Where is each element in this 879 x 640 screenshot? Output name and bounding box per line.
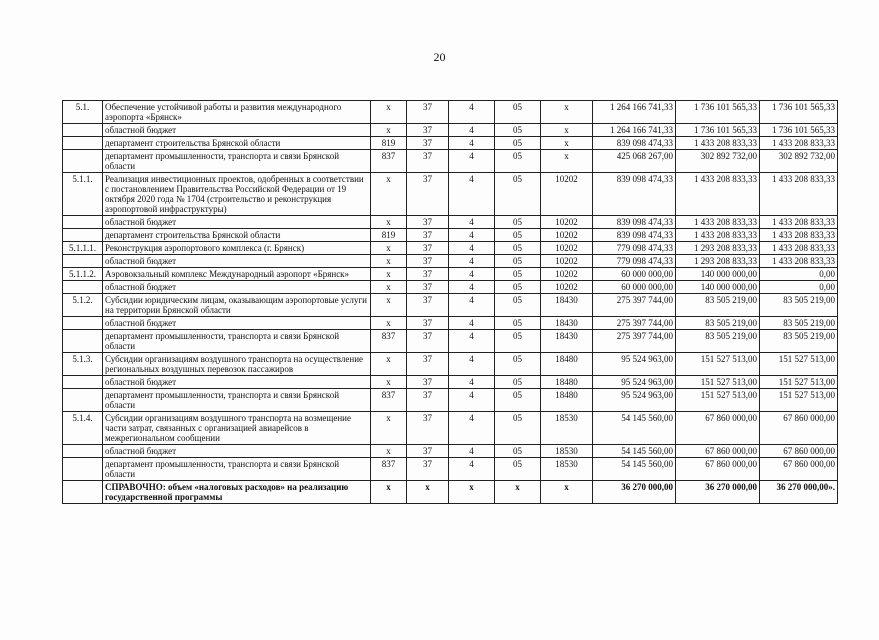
target-code-cell: 18530: [541, 412, 593, 445]
admin-code-cell: х: [371, 173, 407, 216]
target-code-cell: 10202: [541, 255, 593, 268]
amount-year1-cell: 54 145 560,00: [593, 445, 676, 458]
section-code-cell: 05: [495, 173, 541, 216]
description-cell: Обеспечение устойчивой работы и развития международного аэропорта «Брянск»: [103, 101, 371, 124]
admin-code-cell: 819: [371, 229, 407, 242]
description-cell: Субсидии юридическим лицам, оказывающим аэропортовые услуги на территории Брянской области: [103, 294, 371, 317]
budget-table-body: [63, 101, 838, 504]
subprogram-code-cell: 4: [449, 412, 495, 445]
amount-year2-cell: 1 433 208 833,33: [676, 216, 760, 229]
amount-year1-cell: 95 524 963,00: [593, 353, 676, 376]
row-number-cell: 5.1.: [63, 101, 103, 124]
target-code-cell: 10202: [541, 242, 593, 255]
section-code-cell: 05: [495, 281, 541, 294]
amount-year1-cell: 54 145 560,00: [593, 458, 676, 481]
description-cell: областной бюджет: [103, 317, 371, 330]
subprogram-code-cell: 4: [449, 317, 495, 330]
subprogram-code-cell: 4: [449, 330, 495, 353]
admin-code-cell: 837: [371, 330, 407, 353]
table-row: [63, 389, 838, 412]
amount-year1-cell: 95 524 963,00: [593, 389, 676, 412]
amount-year2-cell: 83 505 219,00: [676, 317, 760, 330]
subprogram-code-cell: 4: [449, 458, 495, 481]
section-code-cell: 05: [495, 124, 541, 137]
amount-year2-cell: 1 736 101 565,33: [676, 124, 760, 137]
amount-year2-cell: 302 892 732,00: [676, 150, 760, 173]
description-cell: Реконструкция аэропортового комплекса (г. Брянск): [103, 242, 371, 255]
admin-code-cell: х: [371, 101, 407, 124]
section-code-cell: 05: [495, 389, 541, 412]
amount-year2-cell: 83 505 219,00: [676, 330, 760, 353]
program-code-cell: 37: [407, 458, 449, 481]
target-code-cell: 18480: [541, 353, 593, 376]
row-number-cell: [63, 445, 103, 458]
section-code-cell: 05: [495, 412, 541, 445]
row-number-cell: [63, 137, 103, 150]
amount-year2-cell: 1 293 208 833,33: [676, 242, 760, 255]
program-code-cell: 37: [407, 294, 449, 317]
amount-year1-cell: 425 068 267,00: [593, 150, 676, 173]
table-row: [63, 458, 838, 481]
table-row: [63, 229, 838, 242]
program-code-cell: 37: [407, 173, 449, 216]
row-number-cell: [63, 229, 103, 242]
description-cell: департамент строительства Брянской области: [103, 137, 371, 150]
table-row: [63, 124, 838, 137]
subprogram-code-cell: 4: [449, 242, 495, 255]
description-cell: Реализация инвестиционных проектов, одобренных в соответствии с постановлением Правительства Российской Федерации от 19 октября 2020 года № 1704 (строительство и реконструкция аэропортовой инфраструктуры): [103, 173, 371, 216]
subprogram-code-cell: 4: [449, 376, 495, 389]
table-row: [63, 137, 838, 150]
target-code-cell: 10202: [541, 216, 593, 229]
amount-year3-cell: 1 433 208 833,33: [760, 173, 838, 216]
table-row: [63, 173, 838, 216]
admin-code-cell: х: [371, 242, 407, 255]
description-cell: областной бюджет: [103, 216, 371, 229]
admin-code-cell: 819: [371, 137, 407, 150]
section-code-cell: 05: [495, 353, 541, 376]
amount-year3-cell: 0,00: [760, 268, 838, 281]
amount-year2-cell: 67 860 000,00: [676, 458, 760, 481]
subprogram-code-cell: 4: [449, 229, 495, 242]
description-cell: департамент промышленности, транспорта и связи Брянской области: [103, 389, 371, 412]
amount-year2-cell: 151 527 513,00: [676, 353, 760, 376]
description-cell: областной бюджет: [103, 376, 371, 389]
subprogram-code-cell: 4: [449, 255, 495, 268]
admin-code-cell: х: [371, 445, 407, 458]
row-number-cell: [63, 330, 103, 353]
target-code-cell: х: [541, 101, 593, 124]
program-code-cell: 37: [407, 445, 449, 458]
amount-year1-cell: 275 397 744,00: [593, 317, 676, 330]
target-code-cell: 18530: [541, 445, 593, 458]
program-code-cell: 37: [407, 353, 449, 376]
admin-code-cell: х: [371, 317, 407, 330]
table-row: [63, 376, 838, 389]
description-cell: департамент промышленности, транспорта и связи Брянской области: [103, 458, 371, 481]
amount-year2-cell: 1 736 101 565,33: [676, 101, 760, 124]
amount-year3-cell: 67 860 000,00: [760, 458, 838, 481]
amount-year2-cell: 1 433 208 833,33: [676, 173, 760, 216]
amount-year3-cell: 1 433 208 833,33: [760, 229, 838, 242]
subprogram-code-cell: 4: [449, 389, 495, 412]
amount-year2-cell: 140 000 000,00: [676, 281, 760, 294]
section-code-cell: 05: [495, 242, 541, 255]
section-code-cell: 05: [495, 445, 541, 458]
amount-year3-cell: 1 433 208 833,33: [760, 255, 838, 268]
amount-year3-cell: 83 505 219,00: [760, 330, 838, 353]
section-code-cell: х: [495, 481, 541, 504]
section-code-cell: 05: [495, 458, 541, 481]
amount-year2-cell: 67 860 000,00: [676, 412, 760, 445]
row-number-cell: [63, 216, 103, 229]
target-code-cell: 10202: [541, 173, 593, 216]
admin-code-cell: х: [371, 376, 407, 389]
amount-year2-cell: 151 527 513,00: [676, 389, 760, 412]
row-number-cell: [63, 376, 103, 389]
section-code-cell: 05: [495, 229, 541, 242]
description-cell: областной бюджет: [103, 124, 371, 137]
table-row: [63, 281, 838, 294]
amount-year2-cell: 151 527 513,00: [676, 376, 760, 389]
subprogram-code-cell: 4: [449, 294, 495, 317]
row-number-cell: [63, 458, 103, 481]
table-row: [63, 412, 838, 445]
row-number-cell: [63, 281, 103, 294]
target-code-cell: 18430: [541, 330, 593, 353]
row-number-cell: [63, 389, 103, 412]
section-code-cell: 05: [495, 150, 541, 173]
target-code-cell: 18430: [541, 317, 593, 330]
target-code-cell: 10202: [541, 229, 593, 242]
admin-code-cell: х: [371, 481, 407, 504]
row-number-cell: 5.1.4.: [63, 412, 103, 445]
table-row: [63, 216, 838, 229]
description-cell: областной бюджет: [103, 445, 371, 458]
description-cell: СПРАВОЧНО: объем «налоговых расходов» на реализацию государственной программы: [103, 481, 371, 504]
row-number-cell: 5.1.1.: [63, 173, 103, 216]
budget-table: [62, 100, 838, 504]
table-row: [63, 353, 838, 376]
description-cell: департамент промышленности, транспорта и связи Брянской области: [103, 330, 371, 353]
section-code-cell: 05: [495, 216, 541, 229]
admin-code-cell: х: [371, 353, 407, 376]
target-code-cell: 18530: [541, 458, 593, 481]
amount-year2-cell: 140 000 000,00: [676, 268, 760, 281]
row-number-cell: [63, 481, 103, 504]
program-code-cell: х: [407, 481, 449, 504]
subprogram-code-cell: 4: [449, 445, 495, 458]
table-row: [63, 242, 838, 255]
amount-year2-cell: 1 293 208 833,33: [676, 255, 760, 268]
target-code-cell: х: [541, 124, 593, 137]
program-code-cell: 37: [407, 150, 449, 173]
program-code-cell: 37: [407, 268, 449, 281]
admin-code-cell: х: [371, 268, 407, 281]
amount-year1-cell: 839 098 474,33: [593, 229, 676, 242]
subprogram-code-cell: 4: [449, 150, 495, 173]
amount-year1-cell: 54 145 560,00: [593, 412, 676, 445]
amount-year2-cell: 83 505 219,00: [676, 294, 760, 317]
amount-year2-cell: 1 433 208 833,33: [676, 229, 760, 242]
amount-year3-cell: 67 860 000,00: [760, 445, 838, 458]
subprogram-code-cell: 4: [449, 173, 495, 216]
admin-code-cell: 837: [371, 150, 407, 173]
amount-year3-cell: 1 433 208 833,33: [760, 137, 838, 150]
row-number-cell: [63, 255, 103, 268]
program-code-cell: 37: [407, 242, 449, 255]
section-code-cell: 05: [495, 317, 541, 330]
table-row: [63, 330, 838, 353]
program-code-cell: 37: [407, 229, 449, 242]
row-number-cell: 5.1.1.1.: [63, 242, 103, 255]
amount-year3-cell: 1 433 208 833,33: [760, 216, 838, 229]
target-code-cell: 10202: [541, 281, 593, 294]
program-code-cell: 37: [407, 137, 449, 150]
amount-year2-cell: 67 860 000,00: [676, 445, 760, 458]
description-cell: Субсидии организациям воздушного транспорта на возмещение части затрат, связанных с организацией авиарейсов в межрегиональном сообщении: [103, 412, 371, 445]
admin-code-cell: х: [371, 294, 407, 317]
amount-year1-cell: 779 098 474,33: [593, 255, 676, 268]
target-code-cell: 18480: [541, 389, 593, 412]
page-number: 20: [433, 50, 446, 64]
amount-year3-cell: 151 527 513,00: [760, 376, 838, 389]
target-code-cell: х: [541, 137, 593, 150]
section-code-cell: 05: [495, 268, 541, 281]
amount-year3-cell: 0,00: [760, 281, 838, 294]
amount-year1-cell: 60 000 000,00: [593, 268, 676, 281]
program-code-cell: 37: [407, 376, 449, 389]
row-number-cell: [63, 124, 103, 137]
row-number-cell: 5.1.1.2.: [63, 268, 103, 281]
admin-code-cell: х: [371, 124, 407, 137]
subprogram-code-cell: 4: [449, 101, 495, 124]
amount-year3-cell: 1 433 208 833,33: [760, 242, 838, 255]
target-code-cell: х: [541, 150, 593, 173]
target-code-cell: 18480: [541, 376, 593, 389]
table-row: [63, 294, 838, 317]
amount-year1-cell: 1 264 166 741,33: [593, 124, 676, 137]
target-code-cell: 10202: [541, 268, 593, 281]
amount-year1-cell: 95 524 963,00: [593, 376, 676, 389]
program-code-cell: 37: [407, 255, 449, 268]
amount-year1-cell: 839 098 474,33: [593, 173, 676, 216]
amount-year3-cell: 83 505 219,00: [760, 317, 838, 330]
row-number-cell: 5.1.2.: [63, 294, 103, 317]
table-row: [63, 481, 838, 504]
amount-year3-cell: 1 736 101 565,33: [760, 124, 838, 137]
description-cell: департамент строительства Брянской области: [103, 229, 371, 242]
subprogram-code-cell: 4: [449, 137, 495, 150]
description-cell: областной бюджет: [103, 281, 371, 294]
table-row: [63, 317, 838, 330]
program-code-cell: 37: [407, 281, 449, 294]
amount-year1-cell: 275 397 744,00: [593, 294, 676, 317]
admin-code-cell: 837: [371, 458, 407, 481]
program-code-cell: 37: [407, 330, 449, 353]
description-cell: областной бюджет: [103, 255, 371, 268]
subprogram-code-cell: 4: [449, 268, 495, 281]
amount-year1-cell: 779 098 474,33: [593, 242, 676, 255]
row-number-cell: [63, 150, 103, 173]
subprogram-code-cell: 4: [449, 216, 495, 229]
amount-year1-cell: 1 264 166 741,33: [593, 101, 676, 124]
description-cell: департамент промышленности, транспорта и связи Брянской области: [103, 150, 371, 173]
table-row: [63, 445, 838, 458]
admin-code-cell: х: [371, 216, 407, 229]
section-code-cell: 05: [495, 376, 541, 389]
target-code-cell: х: [541, 481, 593, 504]
amount-year3-cell: 151 527 513,00: [760, 389, 838, 412]
subprogram-code-cell: 4: [449, 124, 495, 137]
program-code-cell: 37: [407, 317, 449, 330]
admin-code-cell: х: [371, 281, 407, 294]
description-cell: Субсидии организациям воздушного транспорта на осуществление региональных воздушных перевозок пассажиров: [103, 353, 371, 376]
amount-year1-cell: 36 270 000,00: [593, 481, 676, 504]
subprogram-code-cell: 4: [449, 281, 495, 294]
table-row: [63, 150, 838, 173]
description-cell: Аэровокзальный комплекс Международный аэропорт «Брянск»: [103, 268, 371, 281]
table-row: [63, 101, 838, 124]
section-code-cell: 05: [495, 294, 541, 317]
table-row: [63, 255, 838, 268]
amount-year1-cell: 839 098 474,33: [593, 137, 676, 150]
amount-year3-cell: 1 736 101 565,33: [760, 101, 838, 124]
section-code-cell: 05: [495, 101, 541, 124]
amount-year2-cell: 36 270 000,00: [676, 481, 760, 504]
amount-year3-cell: 302 892 732,00: [760, 150, 838, 173]
program-code-cell: 37: [407, 412, 449, 445]
amount-year1-cell: 839 098 474,33: [593, 216, 676, 229]
program-code-cell: 37: [407, 389, 449, 412]
subprogram-code-cell: 4: [449, 353, 495, 376]
section-code-cell: 05: [495, 255, 541, 268]
row-number-cell: [63, 317, 103, 330]
amount-year2-cell: 1 433 208 833,33: [676, 137, 760, 150]
program-code-cell: 37: [407, 124, 449, 137]
amount-year3-cell: 36 270 000,00».: [760, 481, 838, 504]
section-code-cell: 05: [495, 330, 541, 353]
amount-year3-cell: 151 527 513,00: [760, 353, 838, 376]
row-number-cell: 5.1.3.: [63, 353, 103, 376]
amount-year3-cell: 67 860 000,00: [760, 412, 838, 445]
amount-year3-cell: 83 505 219,00: [760, 294, 838, 317]
program-code-cell: 37: [407, 101, 449, 124]
target-code-cell: 18430: [541, 294, 593, 317]
program-code-cell: 37: [407, 216, 449, 229]
table-row: [63, 268, 838, 281]
admin-code-cell: х: [371, 412, 407, 445]
section-code-cell: 05: [495, 137, 541, 150]
admin-code-cell: 837: [371, 389, 407, 412]
admin-code-cell: х: [371, 255, 407, 268]
amount-year1-cell: 60 000 000,00: [593, 281, 676, 294]
subprogram-code-cell: х: [449, 481, 495, 504]
amount-year1-cell: 275 397 744,00: [593, 330, 676, 353]
